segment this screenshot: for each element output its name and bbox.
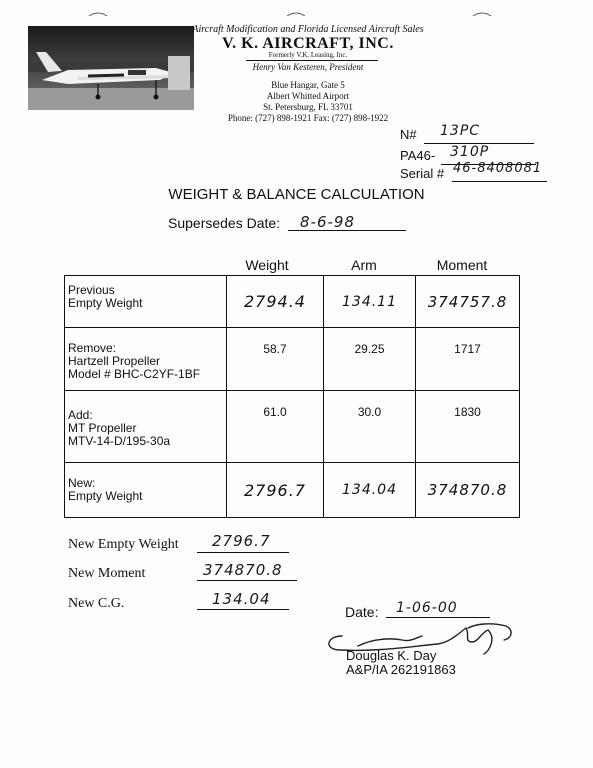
weight-cell: 61.0 [227, 391, 324, 463]
moment-cell: 1717 [416, 328, 520, 391]
row-label [65, 276, 227, 328]
contact-phones: Phone: (727) 898-1921 Fax: (727) 898-1922 [227, 113, 389, 123]
serial-label: Serial # [400, 166, 445, 181]
row-label-line: Remove: [68, 341, 117, 355]
date-label: Date: [345, 604, 379, 620]
row-label-line: MT Propeller [68, 421, 137, 435]
column-header-moment: Moment [436, 257, 488, 273]
row-label [65, 391, 227, 463]
row-label-line: Previous [68, 283, 115, 297]
date-value: 1-06-00 [396, 600, 458, 616]
arm-cell: 134.11 [324, 276, 416, 328]
serial-line [452, 181, 547, 182]
moment-cell: 374757.8 [416, 276, 520, 328]
row-label-line: Empty Weight [68, 489, 143, 503]
column-header-arm: Arm [351, 257, 377, 273]
column-header-weight: Weight [245, 257, 289, 273]
arm-cell: 134.04 [324, 463, 416, 518]
company-name: V. K. AIRCRAFT, INC. [222, 35, 394, 52]
row-label-line: New: [68, 476, 96, 490]
address-line: St. Petersburg, FL 33701 [263, 102, 353, 112]
n-number-label: N# [400, 127, 417, 142]
table-row [65, 328, 520, 391]
form-title: WEIGHT & BALANCE CALCULATION [168, 186, 425, 203]
model-label: PA46- [400, 148, 436, 163]
row-label-line: MTV-14-D/195-30a [68, 434, 171, 448]
new-empty-weight-label: New Empty Weight [68, 537, 179, 552]
weight-cell: 2794.4 [227, 276, 324, 328]
table-row [65, 391, 520, 463]
moment-cell: 374870.8 [416, 463, 520, 518]
aircraft-photo [28, 26, 194, 110]
supersedes-label: Supersedes Date: [168, 215, 281, 231]
n-number-value: 13PC [440, 123, 481, 139]
weight-balance-table [64, 275, 520, 518]
new-moment-line [197, 580, 297, 581]
address-line: Blue Hangar, Gate 5 [271, 80, 345, 90]
weight-cell: 58.7 [227, 328, 324, 391]
new-moment-label: New Moment [68, 566, 146, 581]
address-line: Albert Whitted Airport [266, 91, 350, 101]
weight-cell: 2796.7 [227, 463, 324, 518]
signer-license: A&P/IA 262191863 [346, 662, 456, 677]
row-label-line: Empty Weight [68, 296, 143, 310]
row-label-line: Model # BHC-C2YF-1BF [68, 367, 201, 381]
serial-value: 46-8408081 [453, 161, 543, 176]
company-president: Henry Van Kesteren, President [252, 62, 364, 72]
new-moment-value: 374870.8 [203, 561, 283, 579]
row-label [65, 463, 227, 518]
row-label-line: Add: [68, 408, 93, 422]
model-value: 310P [450, 144, 490, 160]
former-name: Formerly V.K. Leasing, Inc. [268, 51, 348, 59]
row-label-line: Hartzell Propeller [68, 354, 161, 368]
new-cg-value: 134.04 [212, 590, 271, 608]
company-tagline: Aircraft Modification and Florida Licensed Aircraft Sales [192, 24, 424, 35]
new-cg-line [197, 609, 289, 610]
table-row [65, 463, 520, 518]
table-row [65, 276, 520, 328]
signer-name: Douglas K. Day [346, 648, 437, 663]
punch-mark [286, 10, 306, 16]
arm-cell: 29.25 [324, 328, 416, 391]
header-divider [246, 60, 378, 61]
arm-cell: 30.0 [324, 391, 416, 463]
moment-cell: 1830 [416, 391, 520, 463]
supersedes-date: 8-6-98 [300, 213, 355, 231]
punch-mark [472, 10, 492, 16]
new-empty-weight-line [197, 552, 289, 553]
new-empty-weight-value: 2796.7 [212, 532, 271, 550]
punch-mark [88, 10, 108, 16]
row-label [65, 328, 227, 391]
new-cg-label: New C.G. [68, 596, 125, 611]
